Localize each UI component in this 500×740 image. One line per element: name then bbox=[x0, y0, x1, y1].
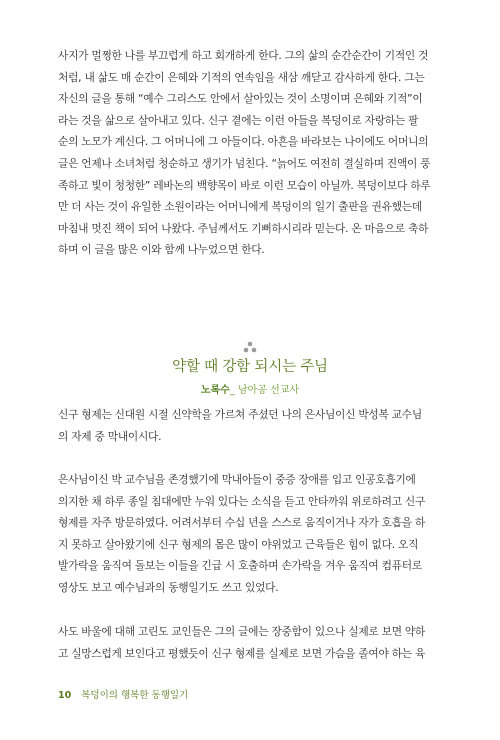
text-line: 은사님이신 박 교수님을 존경했기에 막내아들이 중증 장애를 입고 인공호흡기에 bbox=[58, 473, 416, 486]
text-line: 처럼, 내 삶도 매 순간이 은혜와 기적의 연속임을 새삼 깨닫고 감사하게 한다. 그는 bbox=[58, 70, 425, 84]
text-line: 영상도 보고 예수님과의 동행일기도 쓰고 있었다. bbox=[58, 580, 279, 594]
text-line: 의지한 채 하루 종일 침대에만 누워 있다는 소식을 듣고 안타까워 위로하려고 신구 bbox=[58, 494, 426, 508]
page-footer bbox=[58, 687, 188, 701]
text-line: 순의 노모가 계신다. 그 어머니에 그 아들이다. 아흔을 바라보는 나이에도 어머니의 bbox=[58, 135, 429, 149]
text-line: 마침내 멋진 책이 되어 나왔다. 주님께서도 기뻐하시리라 믿는다. 온 마음으로 축하 bbox=[58, 221, 429, 235]
text-line: 고 실망스럽게 보인다고 평했듯이 신구 형제를 실제로 보면 가슴을 졸여야 하는 육 bbox=[58, 646, 426, 660]
page-number: 10 bbox=[58, 690, 72, 701]
text-line: 사지가 멀쩡한 나를 부끄럽게 하고 회개하게 한다. 그의 삶의 순간순간이 기적인 것 bbox=[58, 49, 429, 62]
text-line: 하며 이 글을 많은 이와 함께 나누었으면 한다. bbox=[58, 243, 265, 257]
paragraph-1 bbox=[58, 404, 442, 447]
section-ornament-icon bbox=[237, 340, 263, 354]
text-line: 발가락을 움직여 돌보는 이들을 긴급 시 호출하며 손가락을 겨우 움직여 컴퓨터로 bbox=[58, 559, 422, 573]
text-line: 사도 바울에 대해 고린도 교인들은 그의 글에는 장중함이 있으나 실제로 보면 약하 bbox=[58, 625, 426, 638]
text-line: 자신의 글을 통해 “예수 그리스도 안에서 살아있는 것이 소명이며 은혜와 기적”이 bbox=[58, 92, 423, 106]
paragraph-2 bbox=[58, 469, 442, 599]
section-title: 약할 때 강함 되시는 주님 bbox=[172, 359, 328, 375]
text-line: 형제를 자주 방문하였다. 어려서부터 수십 년을 스스로 움직이거나 자가 호흡을 하 bbox=[58, 516, 426, 530]
author-byline bbox=[0, 381, 500, 396]
text-line: 라는 것을 삶으로 살아내고 있다. 신구 곁에는 이런 아들을 복덩이로 자랑하는 팔 bbox=[58, 113, 419, 127]
book-title: 복덩이의 행복한 동행일기 bbox=[81, 690, 189, 701]
text-line: 글은 언제나 소녀처럼 청순하고 생기가 넘친다. “늙어도 여전히 결실하며 진액이 풍 bbox=[58, 156, 431, 170]
author-name: 노록수 bbox=[200, 385, 230, 396]
text-line: 만 더 사는 것이 유일한 소원이라는 어머니에게 복덩이의 일기 출판을 권유했는데 bbox=[58, 200, 422, 214]
text-line: 족하고 빛이 청청한” 레바논의 백향목이 바로 이런 모습이 아닐까. 복덩이보다 하루 bbox=[58, 178, 431, 192]
text-line: 의 자제 중 막내이시다. bbox=[58, 429, 162, 443]
paragraph-intro bbox=[58, 45, 442, 261]
paragraph-3 bbox=[58, 621, 442, 664]
author-role: _ 남아공 선교사 bbox=[229, 385, 300, 396]
text-line: 지 못하고 살아왔기에 신구 형제의 몸은 많이 야위었고 근육들은 힘이 없다. 오직 bbox=[58, 537, 419, 551]
text-line: 신구 형제는 신대원 시절 신약학을 가르쳐 주셨던 나의 은사님이신 박성복 교수님 bbox=[58, 408, 422, 421]
